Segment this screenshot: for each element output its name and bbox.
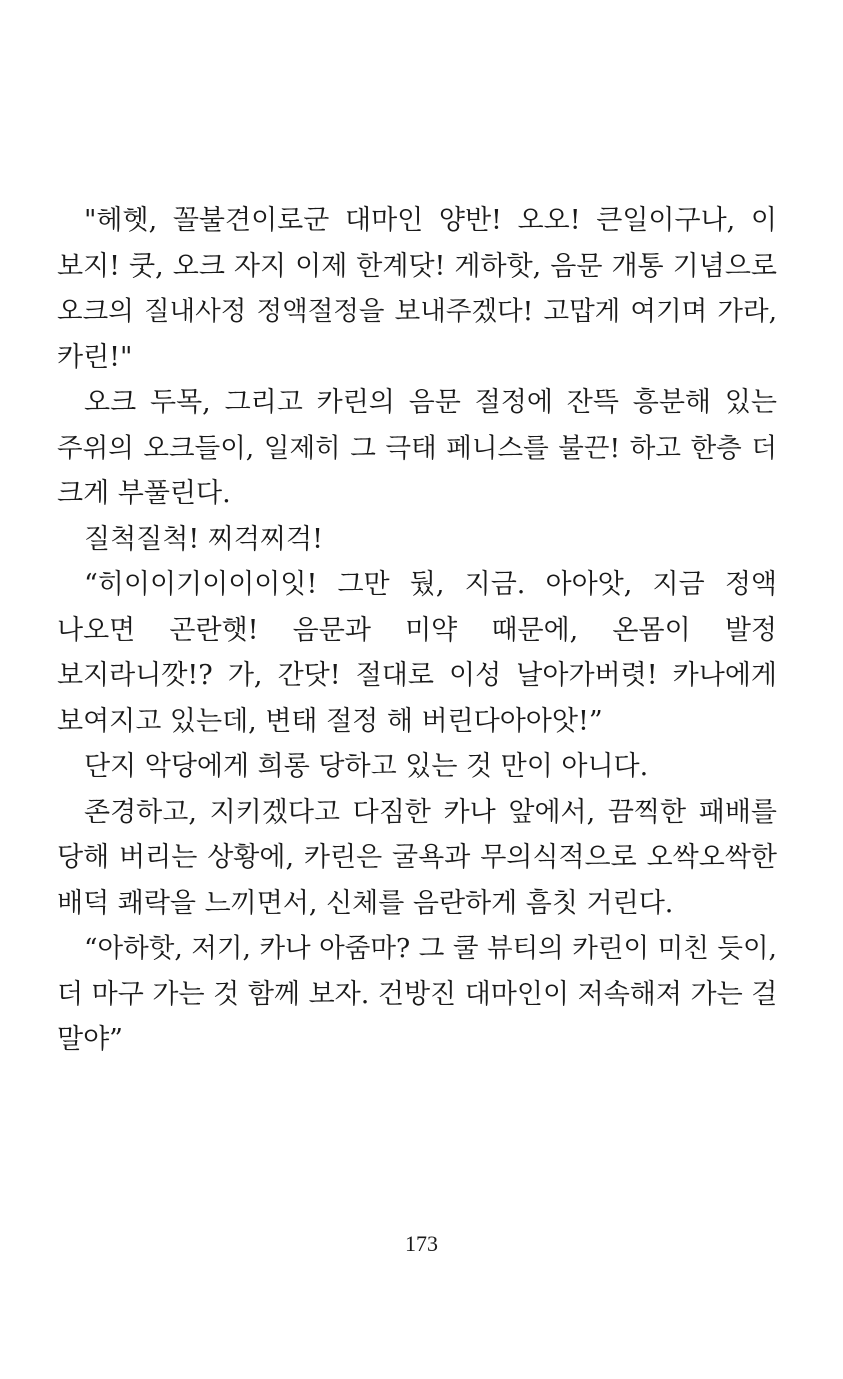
text-line: "헤헷, 꼴불견이로군 대마인 양반! 오오! 큰일이구나, 이 [84, 205, 777, 236]
text-line: 주위의 오크들이, 일제히 그 극태 페니스를 불끈! 하고 한층 더 [57, 432, 777, 464]
text-line: “아하핫, 저기, 카나 아줌마? 그 쿨 뷰티의 카린이 미친 듯이, [84, 933, 777, 964]
text-line: 질척질척! 찌걱찌걱! [84, 523, 323, 555]
text-line: 카린!" [57, 341, 133, 373]
text-line: 보지라니깟!? 가, 간닷! 절대로 이성 날아가버렷! 카나에게 [57, 660, 777, 691]
text-line: 보여지고 있는데, 변태 절정 해 버린다아아앗!” [57, 705, 603, 737]
paragraph [57, 517, 777, 563]
text-line: 배덕 쾌락을 느끼면서, 신체를 음란하게 흠칫 거린다. [57, 887, 674, 919]
text-line: 오크의 질내사정 정액절정을 보내주겠다! 고맙게 여기며 가라, [57, 296, 777, 327]
text-line: 보지! 쿳, 오크 자지 이제 한계닷! 게하핫, 음문 개통 기념으로 [57, 250, 777, 282]
text-line: 말야” [57, 1024, 123, 1055]
text-line: 크게 부풀린다. [57, 478, 231, 509]
text-line: “히이이기이이이잇! 그만 뒀, 지금. 아아앗, 지금 정액 [84, 569, 777, 600]
text-line: 더 마구 가는 것 함께 보자. 건방진 대마인이 저속해져 가는 걸 [57, 978, 778, 1010]
text-line: 당해 버리는 상황에, 카린은 굴욕과 무의식적으로 오싹오싹한 [57, 842, 777, 873]
text-line: 나오면 곤란햇! 음문과 미약 때문에, 온몸이 발정 [57, 614, 777, 646]
paragraph [57, 562, 777, 744]
paragraph [57, 790, 777, 927]
text-line: 단지 악당에게 희롱 당하고 있는 것 만이 아니다. [84, 751, 649, 782]
text-line: 존경하고, 지키겠다고 다짐한 카나 앞에서, 끔찍한 패배를 [84, 796, 777, 828]
page-body-text [57, 198, 777, 1063]
paragraph [57, 744, 777, 790]
text-line: 오크 두목, 그리고 카린의 음문 절정에 잔뜩 흥분해 있는 [84, 387, 777, 418]
paragraph [57, 198, 777, 380]
paragraph [57, 926, 777, 1063]
page-number: 173 [405, 1231, 438, 1256]
paragraph [57, 380, 777, 517]
